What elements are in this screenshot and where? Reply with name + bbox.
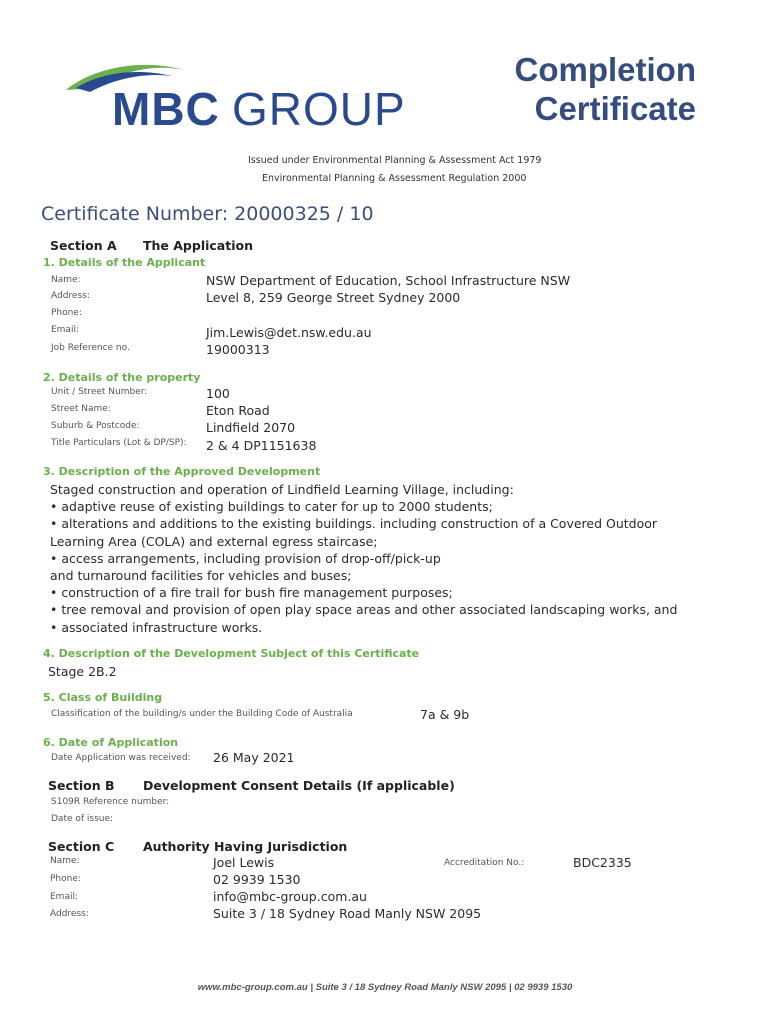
- approved-description: [50, 481, 677, 636]
- issued-act: Issued under Environmental Planning & Assessment Act 1979: [248, 155, 542, 166]
- date-of-issue-label: Date of issue:: [51, 814, 114, 824]
- authority-phone: 02 9939 1530: [213, 872, 301, 887]
- class-label: Classification of the building/s under the Building Code of Australia: [51, 709, 353, 719]
- street-name: Eton Road: [206, 403, 270, 418]
- authority-email: info@mbc-group.com.au: [213, 889, 367, 904]
- applicant-address: Level 8, 259 George Street Sydney 2000: [206, 290, 461, 305]
- authority-name: Joel Lewis: [213, 855, 275, 870]
- title-particulars-label: Title Particulars (Lot & DP/SP):: [51, 438, 187, 448]
- approved-line: • alterations and additions to the existing buildings. including construction of a Covered Outdoor: [50, 516, 658, 532]
- approved-line: Learning Area (COLA) and external egress staircase;: [50, 533, 378, 549]
- date-heading: 6. Date of Application: [43, 736, 179, 749]
- approved-line: • tree removal and provision of open play space areas and other associated landscaping works, and: [50, 602, 678, 618]
- approved-line: • associated infrastructure works.: [50, 619, 263, 635]
- section-c-label: Section C: [48, 839, 115, 854]
- job-reference-label: Job Reference no.: [51, 343, 130, 353]
- accreditation-label: Accreditation No.:: [444, 858, 525, 868]
- subject-value: Stage 2B.2: [48, 664, 117, 679]
- section-b-title: Development Consent Details (If applicable): [143, 778, 455, 793]
- title-line-2: Certificate: [534, 90, 696, 127]
- section-b-label: Section B: [48, 778, 115, 793]
- approved-line: and turnaround facilities for vehicles and buses;: [50, 568, 352, 584]
- unit-number: 100: [206, 386, 230, 401]
- applicant-name-label: Name:: [51, 275, 81, 285]
- authority-address-label: Address:: [50, 909, 89, 919]
- applicant-phone-label: Phone:: [51, 308, 82, 318]
- date-value: 26 May 2021: [213, 750, 295, 765]
- logo-text-light: GROUP: [232, 83, 406, 135]
- s109r-label: S109R Reference number:: [51, 797, 170, 807]
- suburb-postcode: Lindfield 2070: [206, 420, 296, 435]
- footer-contact: www.mbc-group.com.au | Suite 3 / 18 Sydney Road Manly NSW 2095 | 02 9939 1530: [197, 982, 573, 993]
- applicant-name: NSW Department of Education, School Infrastructure NSW: [206, 273, 571, 288]
- class-heading: 5. Class of Building: [43, 691, 163, 704]
- date-label: Date Application was received:: [51, 753, 191, 763]
- property-heading: 2. Details of the property: [43, 371, 201, 384]
- class-value: 7a & 9b: [420, 707, 470, 722]
- street-label: Street Name:: [51, 404, 111, 414]
- authority-phone-label: Phone:: [50, 874, 81, 884]
- approved-line: • access arrangements, including provision of drop-off/pick-up: [50, 550, 441, 566]
- section-a-label: Section A: [50, 238, 117, 253]
- unit-label: Unit / Street Number:: [51, 387, 148, 397]
- applicant-email: Jim.Lewis@det.nsw.edu.au: [206, 325, 372, 340]
- authority-address: Suite 3 / 18 Sydney Road Manly NSW 2095: [213, 906, 482, 921]
- document-title: [515, 50, 696, 128]
- approved-heading: 3. Description of the Approved Development: [43, 465, 321, 478]
- authority-name-label: Name:: [50, 856, 80, 866]
- applicant-address-label: Address:: [51, 291, 90, 301]
- accreditation-number: BDC2335: [573, 855, 632, 870]
- approved-line: Staged construction and operation of Lindfield Learning Village, including:: [50, 482, 514, 497]
- logo-text-bold: MBC: [112, 83, 220, 135]
- approved-line: • adaptive reuse of existing buildings to cater for up to 2000 students;: [50, 499, 493, 515]
- applicant-heading: 1. Details of the Applicant: [43, 256, 206, 269]
- section-a-title: The Application: [143, 238, 253, 253]
- certificate-number: Certificate Number: 20000325 / 10: [41, 203, 374, 225]
- approved-line: • construction of a fire trail for bush fire management purposes;: [50, 585, 453, 601]
- title-line-1: Completion: [514, 51, 696, 88]
- company-logo: [62, 58, 406, 135]
- suburb-label: Suburb & Postcode:: [51, 421, 140, 431]
- job-reference: 19000313: [206, 342, 270, 357]
- applicant-email-label: Email:: [51, 325, 80, 335]
- issued-regulation: Environmental Planning & Assessment Regulation 2000: [262, 173, 527, 184]
- section-c-title: Authority Having Jurisdiction: [143, 839, 348, 854]
- title-particulars: 2 & 4 DP1151638: [206, 438, 317, 453]
- subject-heading: 4. Description of the Development Subject of this Certificate: [43, 647, 420, 660]
- authority-email-label: Email:: [50, 892, 79, 902]
